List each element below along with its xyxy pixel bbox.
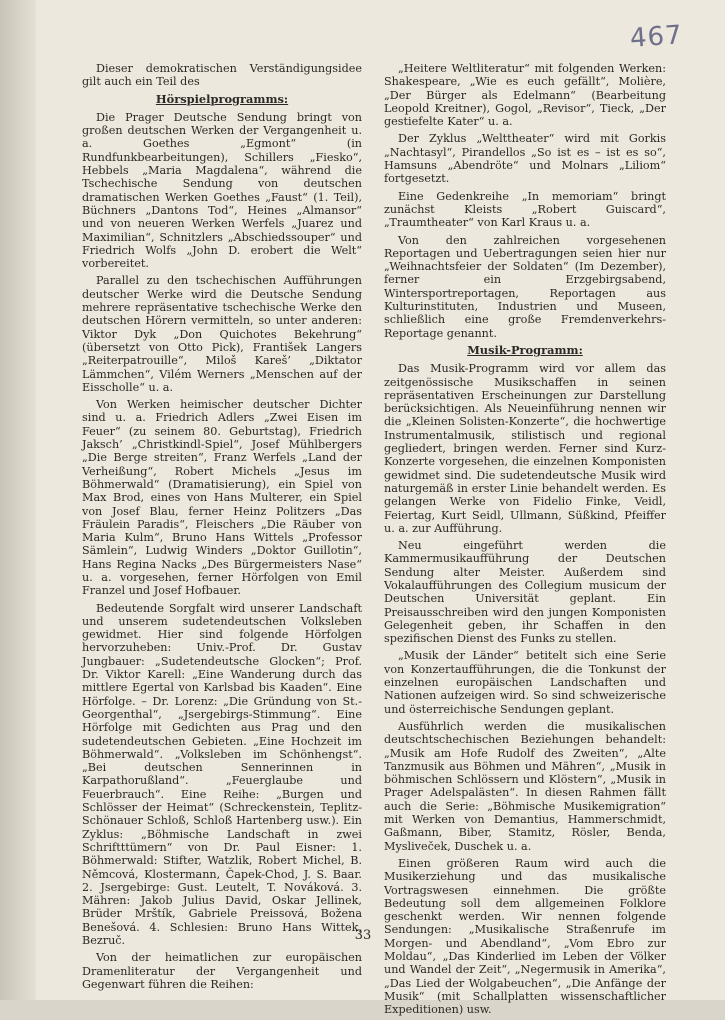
page-number: 33	[354, 928, 372, 943]
paragraph: Neu eingeführt werden die Kammermusikaufführung der Deutschen Sendung alter Meister. Außerdem sind Vokalaufführungen des Collegium musicum der Deutschen Universität geplant. Ein Preisausschreiben wird den jungen Komponisten Gelegenheit geben, ihr Schaffen in den spezifischen Dienst des Funks zu stellen.	[384, 539, 666, 646]
paragraph: „Musik der Länder“ betitelt sich eine Serie von Konzertaufführungen, die die Tonkunst der einzelnen europäischen Landschaften und Nationen aufzeigen wird. So sind schweizerische und österreichische Sendungen geplant.	[384, 649, 666, 716]
paragraph: Ausführlich werden die musikalischen deutschtschechischen Beziehungen behandelt: „Musik am Hofe Rudolf des Zweiten“, „Alte Tanzmusik aus Böhmen und Mähren“, „Musik in böhmischen Schlössern und Klöstern“, „Musik in Prager Adelspalästen“. In diesen Rahmen fällt auch die Serie: „Böhmische Musikemigration“ mit Werken von Demantius, Hammerschmidt, Gaßmann, Biber, Stamitz, Rösler, Benda, Mysliveček, Duschek u. a.	[384, 719, 666, 853]
paragraph: Einen größeren Raum wird auch die Musikerziehung und das musikalische Vortragswesen einnehmen. Die größte Bedeutung soll dem allgemeinen Folklore geschenkt werden. Wir nennen folgende Sendungen: „Musikalische Straßenrufe im Morgen- und Abendland“, „Vom Ebro zur Moldau“, „Das Kinderlied im Leben der Völker und Wandel der Zeit“, „Negermusik in Amerika“, „Das Lied der Wolgabeuchen“, „Die Anfänge der Musik“ (mit Schallplatten wissenschaftlicher Expeditionen) usw.	[384, 856, 666, 1017]
paragraph: Der Zyklus „Welttheater“ wird mit Gorkis „Nachtasyl“, Pirandellos „So ist es – ist es so“, Hamsuns „Abendröte“ und Molnars „Liliom“ fortgesetzt.	[384, 132, 666, 186]
paragraph: Das Musik-Programm wird vor allem das zeitgenössische Musikschaffen in seinen repräsentativen Erscheinungen zur Darstellung berücksichtigen. Als Neueinführung nennen wir die „Kleinen Solisten-Konzerte“, die hochwertige Instrumentalmusik, stilistisch und regional gegliedert, bringen werden. Ferner sind Kurz-Konzerte vorgesehen, die einzelnen Komponisten gewidmet sind. Die sudetendeutsche Musik wird naturgemäß in erster Linie behandelt werden. Es gelangen Werke von Fidelio Finke, Veidl, Feiertag, Kurt Seidl, Ullmann, Süßkind, Pfeiffer u. a. zur Aufführung.	[384, 362, 666, 535]
archive-number: 467	[629, 20, 684, 54]
paragraph: Bedeutende Sorgfalt wird unserer Landschaft und unserem sudetendeutschen Volksleben gewidmet. Hier sind folgende Hörfolgen hervorzuheben: Univ.-Prof. Dr. Gustav Jungbauer: „Sudetendeutsche Glocken“; Prof. Dr. Viktor Karell: „Eine Wanderung durch das mittlere Egertal von Karlsbad bis Kaaden“. Eine Hörfolge. – Dr. Lorenz: „Die Gründung von St.-Georgenthal“, „Jsergebirgs-Stimmung“. Eine Hörfolge mit Gedichten aus Prag und den sudetendeutschen Gebieten. „Eine Hochzeit im Böhmerwald“. „Volksleben im Schönhengst“. „Bei deutschen Sennerinnen in Karpathorußland“. „Feuerglaube und Feuerbrauch“. Eine Reihe: „Burgen und Schlösser der Heimat“ (Schreckenstein, Teplitz-Schönauer Schloß, Schloß Hartenberg usw.). Ein Zyklus: „Böhmische Landschaft in zwei Schriftttümern“ von Dr. Paul Eisner: 1. Böhmerwald: Stifter, Watzlik, Robert Michel, B. Němcová, Klostermann, Čapek-Chod, J. S. Baar. 2. Jsergebirge: Gust. Leutelt, T. Nováková. 3. Mähren: Jakob Julius David, Oskar Jellinek, Brüder Mrštík, Gabriele Preissová, Božena Benešová. 4. Schlesien: Bruno Hans Wittek, Bezruč.	[82, 601, 362, 947]
paragraph: Parallel zu den tschechischen Aufführungen deutscher Werke wird die Deutsche Sendung mehrere repräsentative tschechische Werke den deutschen Hörern vermitteln, so unter anderen: Viktor Dyk „Don Quichotes Bekehrung“ (übersetzt von Otto Pick), František Langers „Reiterpatrouille“, Miloš Kareš’ „Diktator Lämmchen“, Vilém Werners „Menschen auf der Eisscholle“ u. a.	[82, 274, 362, 394]
binding-gutter	[0, 0, 36, 1000]
left-column	[82, 62, 362, 995]
paragraph: Eine Gedenkreihe „In memoriam“ bringt zunächst Kleists „Robert Guiscard“, „Traumtheater“ von Karl Kraus u. a.	[384, 189, 666, 230]
paragraph: Von den zahlreichen vorgesehenen Reportagen und Uebertragungen seien hier nur „Weihnachtsfeier der Soldaten“ (Im Dezember), ferner ein Erzgebirgsabend, Wintersportreportagen, Reportagen aus Kulturinstituten, Industrien und Museen, schließlich eine große Fremdenverkehrs-Reportage genannt.	[384, 233, 666, 340]
section-heading-musik: Musik-Programm:	[467, 342, 583, 357]
section-heading-hoerspiel: Hörspielprogramms:	[155, 91, 289, 106]
intro-paragraph: Dieser demokratischen Verständigungsidee gilt auch ein Teil des	[82, 62, 362, 89]
right-column	[384, 62, 666, 1020]
paragraph: Die Prager Deutsche Sendung bringt von großen deutschen Werken der Vergangenheit u. a. Goethes „Egmont“ (in Rundfunkbearbeitungen), Schillers „Fiesko“, Hebbels „Maria Magdalena“, während die Tschechische Sendung von deutschen dramatischen Werken Goethes „Faust“ (1. Teil), Büchners „Dantons Tod“, Heines „Almansor“ und von neueren Werken Werfels „Juarez und Maximilian“, Schnitzlers „Abschiedssouper“ und Friedrich Wolfs „John D. erobert die Welt“ vorbereitet.	[82, 110, 362, 271]
paragraph: „Heitere Weltliteratur“ mit folgenden Werken: Shakespeare, „Wie es euch gefällt“, Molière, „Der Bürger als Edelmann“ (Bearbeitung Leopold Kreitner), Gogol, „Revisor“, Tieck, „Der gestiefelte Kater“ u. a.	[384, 62, 666, 129]
paragraph: Von Werken heimischer deutscher Dichter sind u. a. Friedrich Adlers „Zwei Eisen im Feuer“ (zu seinem 80. Geburtstag), Friedrich Jaksch’ „Christkindl-Spiel“, Josef Mühlbergers „Die Berge streiten“, Franz Werfels „Land der Verheißung“, Robert Michels „Jesus im Böhmerwald“ (Dramatisierung), ein Spiel von Max Brod, eines von Hans Multerer, ein Spiel von Josef Blau, ferner Heinz Politzers „Das Fräulein Paradis“, Fleischers „Die Räuber von Maria Kulm“, Bruno Hans Wittels „Professor Sämlein“, Ludwig Winders „Doktor Guillotin“, Hans Regina Nacks „Des Bürgermeisters Nase“ u. a. vorgesehen, ferner Hörfolgen von Emil Franzel und Josef Hofbauer.	[82, 398, 362, 598]
paragraph: Von der heimatlichen zur europäischen Dramenliteratur der Vergangenheit und Gegenwart führen die Reihen:	[82, 951, 362, 991]
